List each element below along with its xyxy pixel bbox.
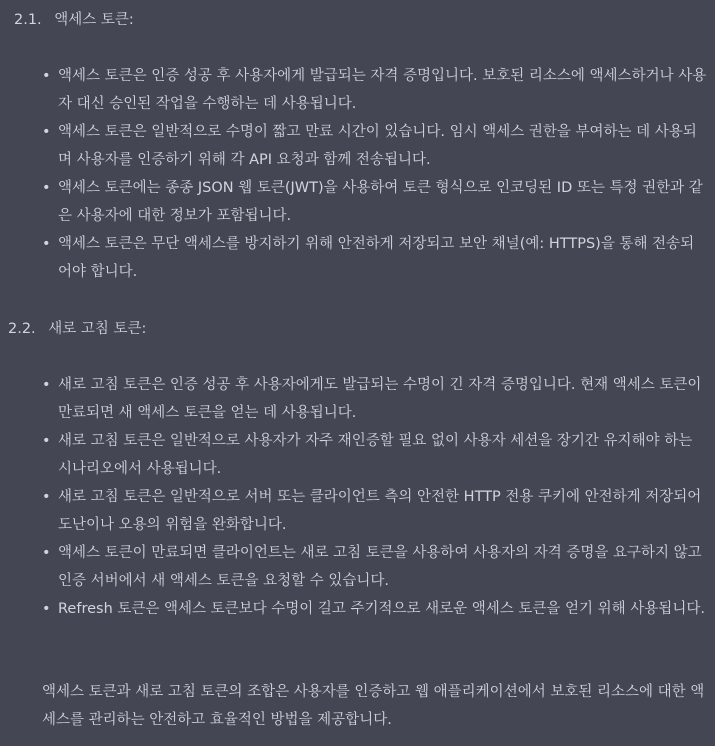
list-item: • 액세스 토큰은 무단 액세스를 방지하기 위해 안전하게 저장되고 보안 채널(예: HTTPS)을 통해 전송되어야 합니다. — [42, 230, 707, 286]
list-item: • 새로 고침 토큰은 인증 성공 후 사용자에게도 발급되는 수명이 긴 자격 증명입니다. 현재 액세스 토큰이 만료되면 새 액세스 토큰을 얻는 데 사용됩니다. — [42, 371, 707, 427]
refresh-token-bullets — [42, 371, 707, 623]
section-heading-refresh-token — [8, 315, 146, 343]
section-number: 2.1. — [14, 12, 42, 28]
section-number: 2.2. — [8, 321, 36, 337]
list-item: • 새로 고침 토큰은 일반적으로 서버 또는 클라이언트 측의 안전한 HTTP 전용 쿠키에 안전하게 저장되어 도난이나 오용의 위험을 완화합니다. — [42, 483, 707, 539]
list-item: • Refresh 토큰은 액세스 토큰보다 수명이 길고 주기적으로 새로운 액세스 토큰을 얻기 위해 사용됩니다. — [42, 595, 707, 623]
list-item: • 액세스 토큰이 만료되면 클라이언트는 새로 고침 토큰을 사용하여 사용자의 자격 증명을 요구하지 않고 인증 서버에서 새 액세스 토큰을 요청할 수 있습니다. — [42, 539, 707, 595]
section-heading-access-token — [14, 6, 134, 34]
list-item: • 액세스 토큰은 일반적으로 수명이 짧고 만료 시간이 있습니다. 임시 액세스 권한을 부여하는 데 사용되며 사용자를 인증하기 위해 각 API 요청과 함께 전송됩니다. — [42, 118, 707, 174]
list-item: • 액세스 토큰은 인증 성공 후 사용자에게 발급되는 자격 증명입니다. 보호된 리소스에 액세스하거나 사용자 대신 승인된 작업을 수행하는 데 사용됩니다. — [42, 62, 707, 118]
section-title: 새로 고침 토큰: — [48, 321, 147, 337]
list-item: • 새로 고침 토큰은 일반적으로 사용자가 자주 재인증할 필요 없이 사용자 세션을 장기간 유지해야 하는 시나리오에서 사용됩니다. — [42, 427, 707, 483]
access-token-bullets — [42, 62, 707, 286]
section-title: 액세스 토큰: — [54, 12, 134, 28]
summary-paragraph: 액세스 토큰과 새로 고침 토큰의 조합은 사용자를 인증하고 웹 애플리케이션에서 보호된 리소스에 대한 액세스를 관리하는 안전하고 효율적인 방법을 제공합니다. — [42, 684, 705, 728]
list-item: • 액세스 토큰에는 종종 JSON 웹 토큰(JWT)을 사용하여 토큰 형식으로 인코딩된 ID 또는 특정 권한과 같은 사용자에 대한 정보가 포함됩니다. — [42, 174, 707, 230]
